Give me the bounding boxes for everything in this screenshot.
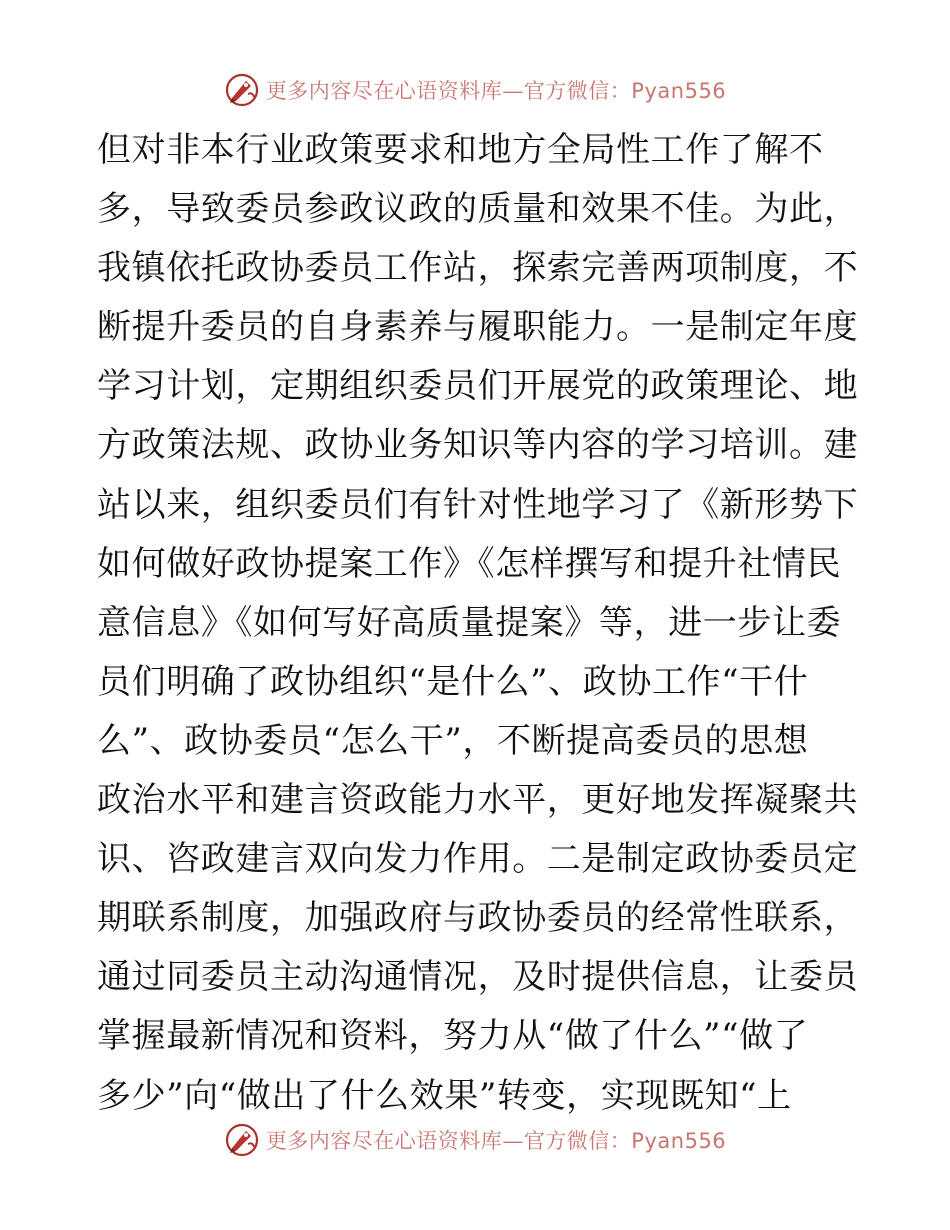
- text-line: 多少”向“做出了什么效果”转变，实现既知“上: [97, 1075, 792, 1116]
- text-line: 么”、政协委员“怎么干”，不断提高委员的思想: [97, 720, 809, 761]
- text-line: 多，导致委员参政议政的质量和效果不佳。为此，: [97, 189, 859, 230]
- text-line: 掌握最新情况和资料，努力从“做了什么”“做了: [97, 1016, 809, 1057]
- text-line: 意信息》《如何写好高质量提案》等，进一步让委: [97, 602, 842, 643]
- pen-nib-logo-icon: [224, 72, 260, 108]
- text-line: 学习计划，定期组织委员们开展党的政策理论、地: [97, 366, 859, 407]
- body-paragraph: [97, 121, 857, 1126]
- header-banner-text: [266, 75, 726, 105]
- text-line: 员们明确了政协组织“是什么”、政协工作“干什: [97, 661, 809, 702]
- header-banner-main: 更多内容尽在心语资料库: [265, 79, 503, 103]
- text-line: 方政策法规、政协业务知识等内容的学习培训。建: [97, 425, 859, 466]
- text-line: 断提升委员的自身素养与履职能力。一是制定年度: [97, 307, 859, 348]
- text-line: 通过同委员主动沟通情况，及时提供信息，让委员: [97, 957, 859, 998]
- header-banner: [0, 70, 950, 110]
- footer-banner-wechat: 官方微信：Pyan556: [523, 1129, 727, 1153]
- text-line: 但对非本行业政策要求和地方全局性工作了解不: [97, 130, 824, 170]
- footer-banner-dash: —: [502, 1129, 524, 1153]
- header-banner-dash: —: [502, 79, 524, 103]
- text-line: 如何做好政协提案工作》《怎样撰写和提升社情民: [97, 543, 842, 584]
- text-line: 期联系制度，加强政府与政协委员的经常性联系，: [97, 898, 859, 939]
- text-line: 政治水平和建言资政能力水平，更好地发挥凝聚共: [97, 780, 859, 821]
- text-line: 识、咨政建言双向发力作用。二是制定政协委员定: [97, 839, 859, 880]
- footer-banner: [0, 1120, 950, 1160]
- text-line: 站以来，组织委员们有针对性地学习了《新形势下: [97, 484, 859, 525]
- text-line: 我镇依托政协委员工作站，探索完善两项制度，不: [97, 248, 859, 289]
- footer-banner-text: [266, 1125, 726, 1155]
- footer-banner-main: 更多内容尽在心语资料库: [265, 1129, 503, 1153]
- pen-nib-logo-icon: [224, 1122, 260, 1158]
- header-banner-wechat: 官方微信：Pyan556: [523, 79, 727, 103]
